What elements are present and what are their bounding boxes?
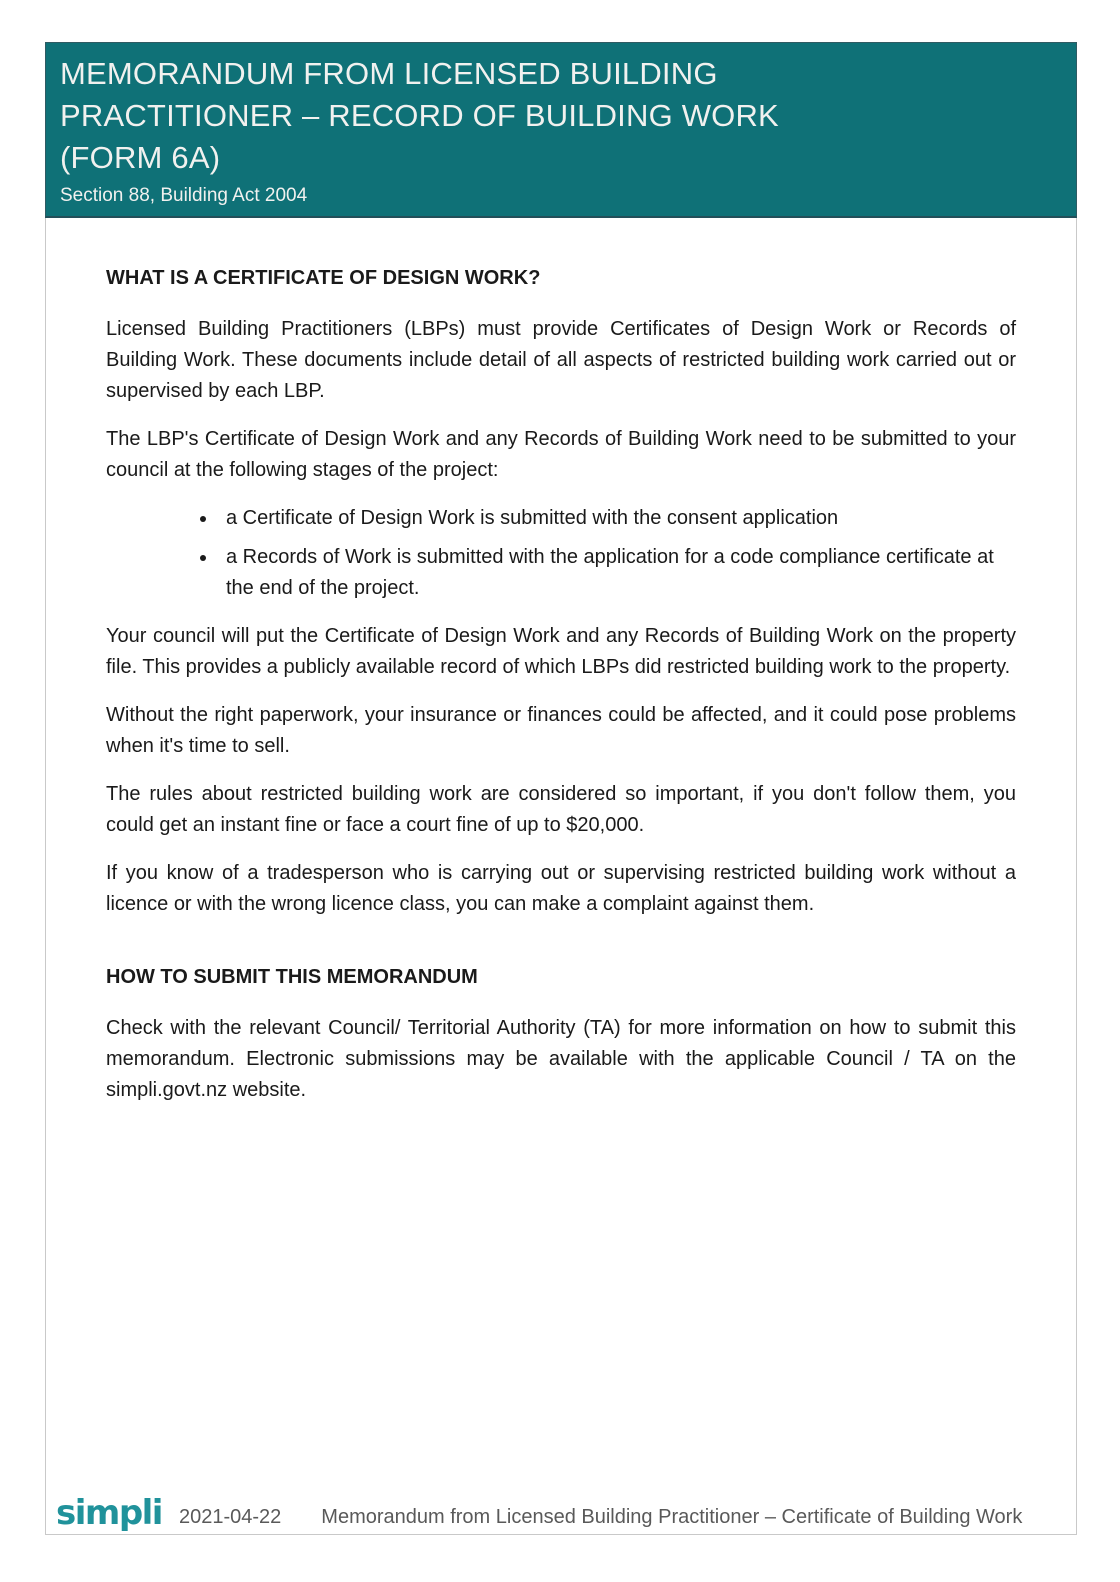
paragraph-paperwork-consequences: Without the right paperwork, your insurance or finances could be affected, and it could pose problems when it's time to sell. (106, 704, 1016, 757)
submission-stages-list (106, 503, 1016, 604)
form-subtitle-statute: Section 88, Building Act 2004 (60, 185, 308, 206)
paragraph-fines: The rules about restricted building work are considered so important, if you don't follow them, you could get an instant fine or face a court fine of up to $20,000. (106, 783, 1016, 836)
footer-date: 2021-04-22 (178, 1506, 282, 1528)
paragraph-submission-stages: The LBP's Certificate of Design Work and any Records of Building Work need to be submitted to your council at the following stages of the project: (106, 428, 1016, 481)
page-footer (46, 1495, 1076, 1534)
paragraph-property-file: Your council will put the Certificate of Design Work and any Records of Building Work on the property file. This provides a publicly available record of which LBPs did restricted building work to the property. (106, 625, 1016, 678)
paragraph-how-to-submit: Check with the relevant Council/ Territorial Authority (TA) for more information on how to submit this memorandum. Electronic submissions may be available with the applicable Council / TA on the simpli.govt.nz website. (106, 1017, 1016, 1101)
form-title-line-3: (FORM 6A) (60, 140, 221, 175)
form-title-line-2: PRACTITIONER – RECORD OF BUILDING WORK (60, 98, 779, 133)
section-heading-certificate-of-design-work: WHAT IS A CERTIFICATE OF DESIGN WORK? (106, 267, 541, 289)
list-item-consent-application: • a Certificate of Design Work is submitted with the consent application (218, 503, 1016, 534)
form-title-line-1: MEMORANDUM FROM LICENSED BUILDING (60, 56, 718, 91)
form-header-banner (45, 42, 1077, 218)
simpli-logo: simpli (56, 1493, 162, 1533)
section-heading-how-to-submit: HOW TO SUBMIT THIS MEMORANDUM (106, 966, 478, 988)
document-frame (45, 42, 1077, 1535)
footer-document-title: Memorandum from Licensed Building Practitioner – Certificate of Building Work (321, 1506, 1023, 1528)
document-body (46, 218, 1076, 1495)
list-item-code-compliance: • a Records of Work is submitted with the application for a code compliance certificate at the end of the project. (218, 542, 1016, 604)
paragraph-complaint: If you know of a tradesperson who is carrying out or supervising restricted building work without a licence or with the wrong licence class, you can make a complaint against them. (106, 862, 1016, 915)
paragraph-lbp-certificates: Licensed Building Practitioners (LBPs) must provide Certificates of Design Work or Records of Building Work. These documents include detail of all aspects of restricted building work carried out or supervised by each LBP. (106, 318, 1016, 402)
